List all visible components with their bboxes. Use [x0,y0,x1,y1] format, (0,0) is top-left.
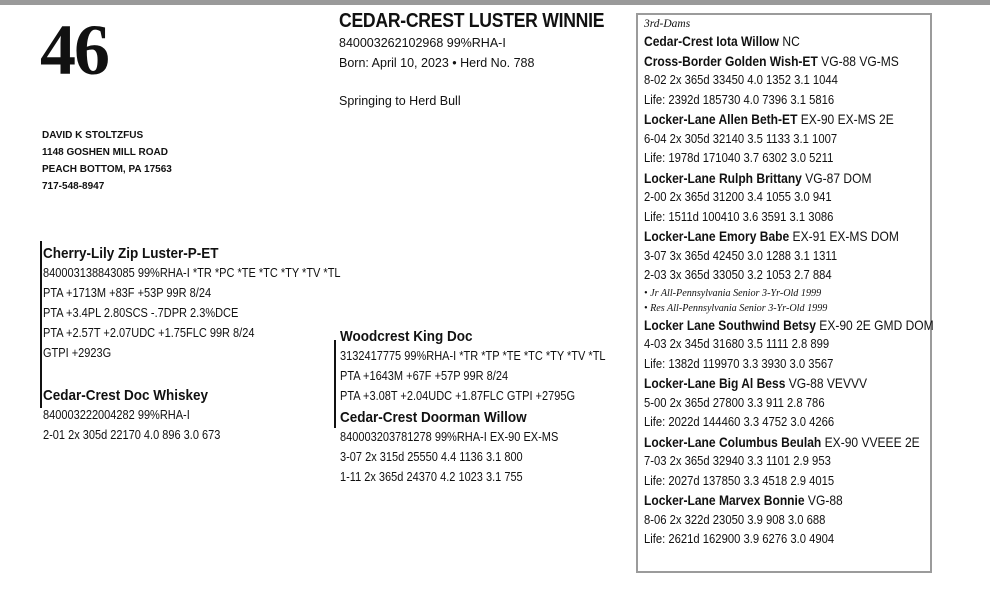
dam-record-1: 2-01 2x 305d 22170 4.0 896 3.0 673 [43,428,221,442]
dam-sire-block [340,327,642,406]
dam-2-record: 8-02 2x 365d 33450 4.0 1352 3.1 1044 [644,73,838,87]
dam-5-header [644,227,934,247]
dam-3-life: Life: 1978d 171040 3.7 6302 3.0 5211 [644,151,834,165]
dam-9-life: Life: 2621d 162900 3.9 6276 3.0 4904 [644,532,835,546]
dam-6-record: 4-03 2x 345d 31680 3.5 1111 2.8 899 [644,337,830,351]
dam-3-name: Locker-Lane Allen Beth-ET [644,111,798,127]
granddam-name: Cedar-Crest Doorman Willow [340,409,527,426]
dam-7-class: VG-88 VEVVV [785,375,868,391]
animal-id: 840003262102968 99%RHA-I [339,36,506,50]
dam-8-class: EX-90 VVEEE 2E [821,433,920,450]
dam-1-name: Cedar-Crest Iota Willow [644,33,780,49]
dam-5-class: EX-91 EX-MS DOM [789,228,899,244]
dam-3-header [644,110,934,130]
dam-9-name: Locker-Lane Marvex Bonnie [644,492,805,508]
dam-4-class: VG-87 DOM [801,169,872,186]
dam-6-class: EX-90 2E GMD DOM [815,316,934,333]
pedigree-bracket-middle [334,340,336,428]
consignor-name: DAVID K STOLTZFUS [42,130,144,141]
sire-pta-3: PTA +2.57T +2.07UDC +1.75FLC 99R 8/24 [43,326,255,340]
dam-2-name: Cross-Border Golden Wish-ET [644,52,818,69]
dam-4-record: 2-00 2x 365d 31200 3.4 1055 3.0 941 [644,190,832,204]
dam-name: Cedar-Crest Doc Whiskey [43,387,209,404]
dam-2-header [644,52,934,72]
dam-6-life: Life: 1382d 119970 3.3 3930 3.0 3567 [644,356,834,371]
dam-3-class: EX-90 EX-MS 2E [797,111,894,127]
dam-7-life: Life: 2022d 144460 3.3 4752 3.0 4266 [644,415,835,429]
consignor-block [42,127,172,195]
sire-pta-2: PTA +3.4PL 2.80SCS -.7DPR 2.3%DCE [43,306,239,320]
dam-sire-pta-1: PTA +1643M +67F +57P 99R 8/24 [340,369,509,383]
dam-8-life: Life: 2027d 137850 3.3 4518 2.9 4015 [644,473,835,488]
dam-5-award-2: • Res All-Pennsylvania Senior 3-Yr-Old 1999 [644,301,828,314]
sire-pta-1: PTA +1713M +83F +53P 99R 8/24 [43,286,212,300]
dam-8-name: Locker-Lane Columbus Beulah [644,433,822,450]
dam-8-header [644,433,934,453]
dam-9-class: VG-88 [804,492,843,508]
dam-sire-name: Woodcrest King Doc [340,328,473,345]
animal-name: CEDAR-CREST LUSTER WINNIE [339,10,605,32]
dam-7-name: Locker-Lane Big Al Bess [644,375,786,391]
dam-9-record: 8-06 2x 322d 23050 3.9 908 3.0 688 [644,512,826,527]
animal-info [339,10,640,111]
consignor-phone: 717-548-8947 [42,181,105,192]
dam-sire-id: 3132417775 99%RHA-I *TR *TP *TE *TC *TY *TV *TL [340,349,606,363]
dam-id: 840003222004282 99%RHA-I [43,408,190,422]
dam-4-life: Life: 1511d 100410 3.6 3591 3.1 3086 [644,209,834,224]
dam-4-name: Locker-Lane Rulph Brittany [644,169,802,186]
top-rule [0,0,990,5]
animal-remark: Springing to Herd Bull [339,94,461,108]
granddam-id: 840003203781278 99%RHA-I EX-90 EX-MS [340,430,559,444]
dam-5-name: Locker-Lane Emory Babe [644,228,790,244]
granddam-record-1: 3-07 2x 315d 25550 4.4 1136 3.1 800 [340,450,523,464]
dam-2-class: VG-88 VG-MS [817,52,899,69]
consignor-city: PEACH BOTTOM, PA 17563 [42,164,172,175]
granddam-block [340,408,588,487]
animal-born: Born: April 10, 2023 • Herd No. 788 [339,56,535,70]
dam-9-header [644,491,934,511]
consignor-address: 1148 GOSHEN MILL ROAD [42,147,168,158]
sire-id: 840003138843085 99%RHA-I *TR *PC *TE *TC *TY *TV *TL [43,266,341,280]
dam-6-header [644,316,934,336]
dam-4-header [644,169,934,189]
dam-5-award-1: • Jr All-Pennsylvania Senior 3-Yr-Old 1999 [644,286,822,299]
dam-6-name: Locker Lane Southwind Betsy [644,316,816,333]
dam-7-header [644,374,934,394]
dam-block [43,386,245,445]
dam-7-record: 5-00 2x 365d 27800 3.3 911 2.8 786 [644,395,825,410]
dam-5-record-2: 2-03 3x 365d 33050 3.2 1053 2.7 884 [644,268,832,282]
dam-3-record: 6-04 2x 305d 32140 3.5 1133 3.1 1007 [644,131,838,146]
sire-name: Cherry-Lily Zip Luster-P-ET [43,245,219,262]
dam-2-life: Life: 2392d 185730 4.0 7396 3.1 5816 [644,92,835,107]
dam-sire-pta-2: PTA +3.08T +2.04UDC +1.87FLC GTPI +2795G [340,389,576,403]
dams-label: 3rd-Dams [644,18,691,30]
dam-1-class: NC [779,33,800,49]
sire-block [43,244,381,363]
dam-5-record-1: 3-07 3x 365d 42450 3.0 1288 3.1 1311 [644,248,838,263]
dam-8-record: 7-03 2x 365d 32940 3.3 1101 2.9 953 [644,454,831,468]
granddam-record-2: 1-11 2x 365d 24370 4.2 1023 3.1 755 [340,470,523,484]
pedigree-bracket-left [40,241,42,408]
lot-number: 46 [40,10,108,90]
dams-panel [644,16,981,550]
sire-gtpi: GTPI +2923G [43,346,112,360]
dam-1-header [644,32,934,52]
